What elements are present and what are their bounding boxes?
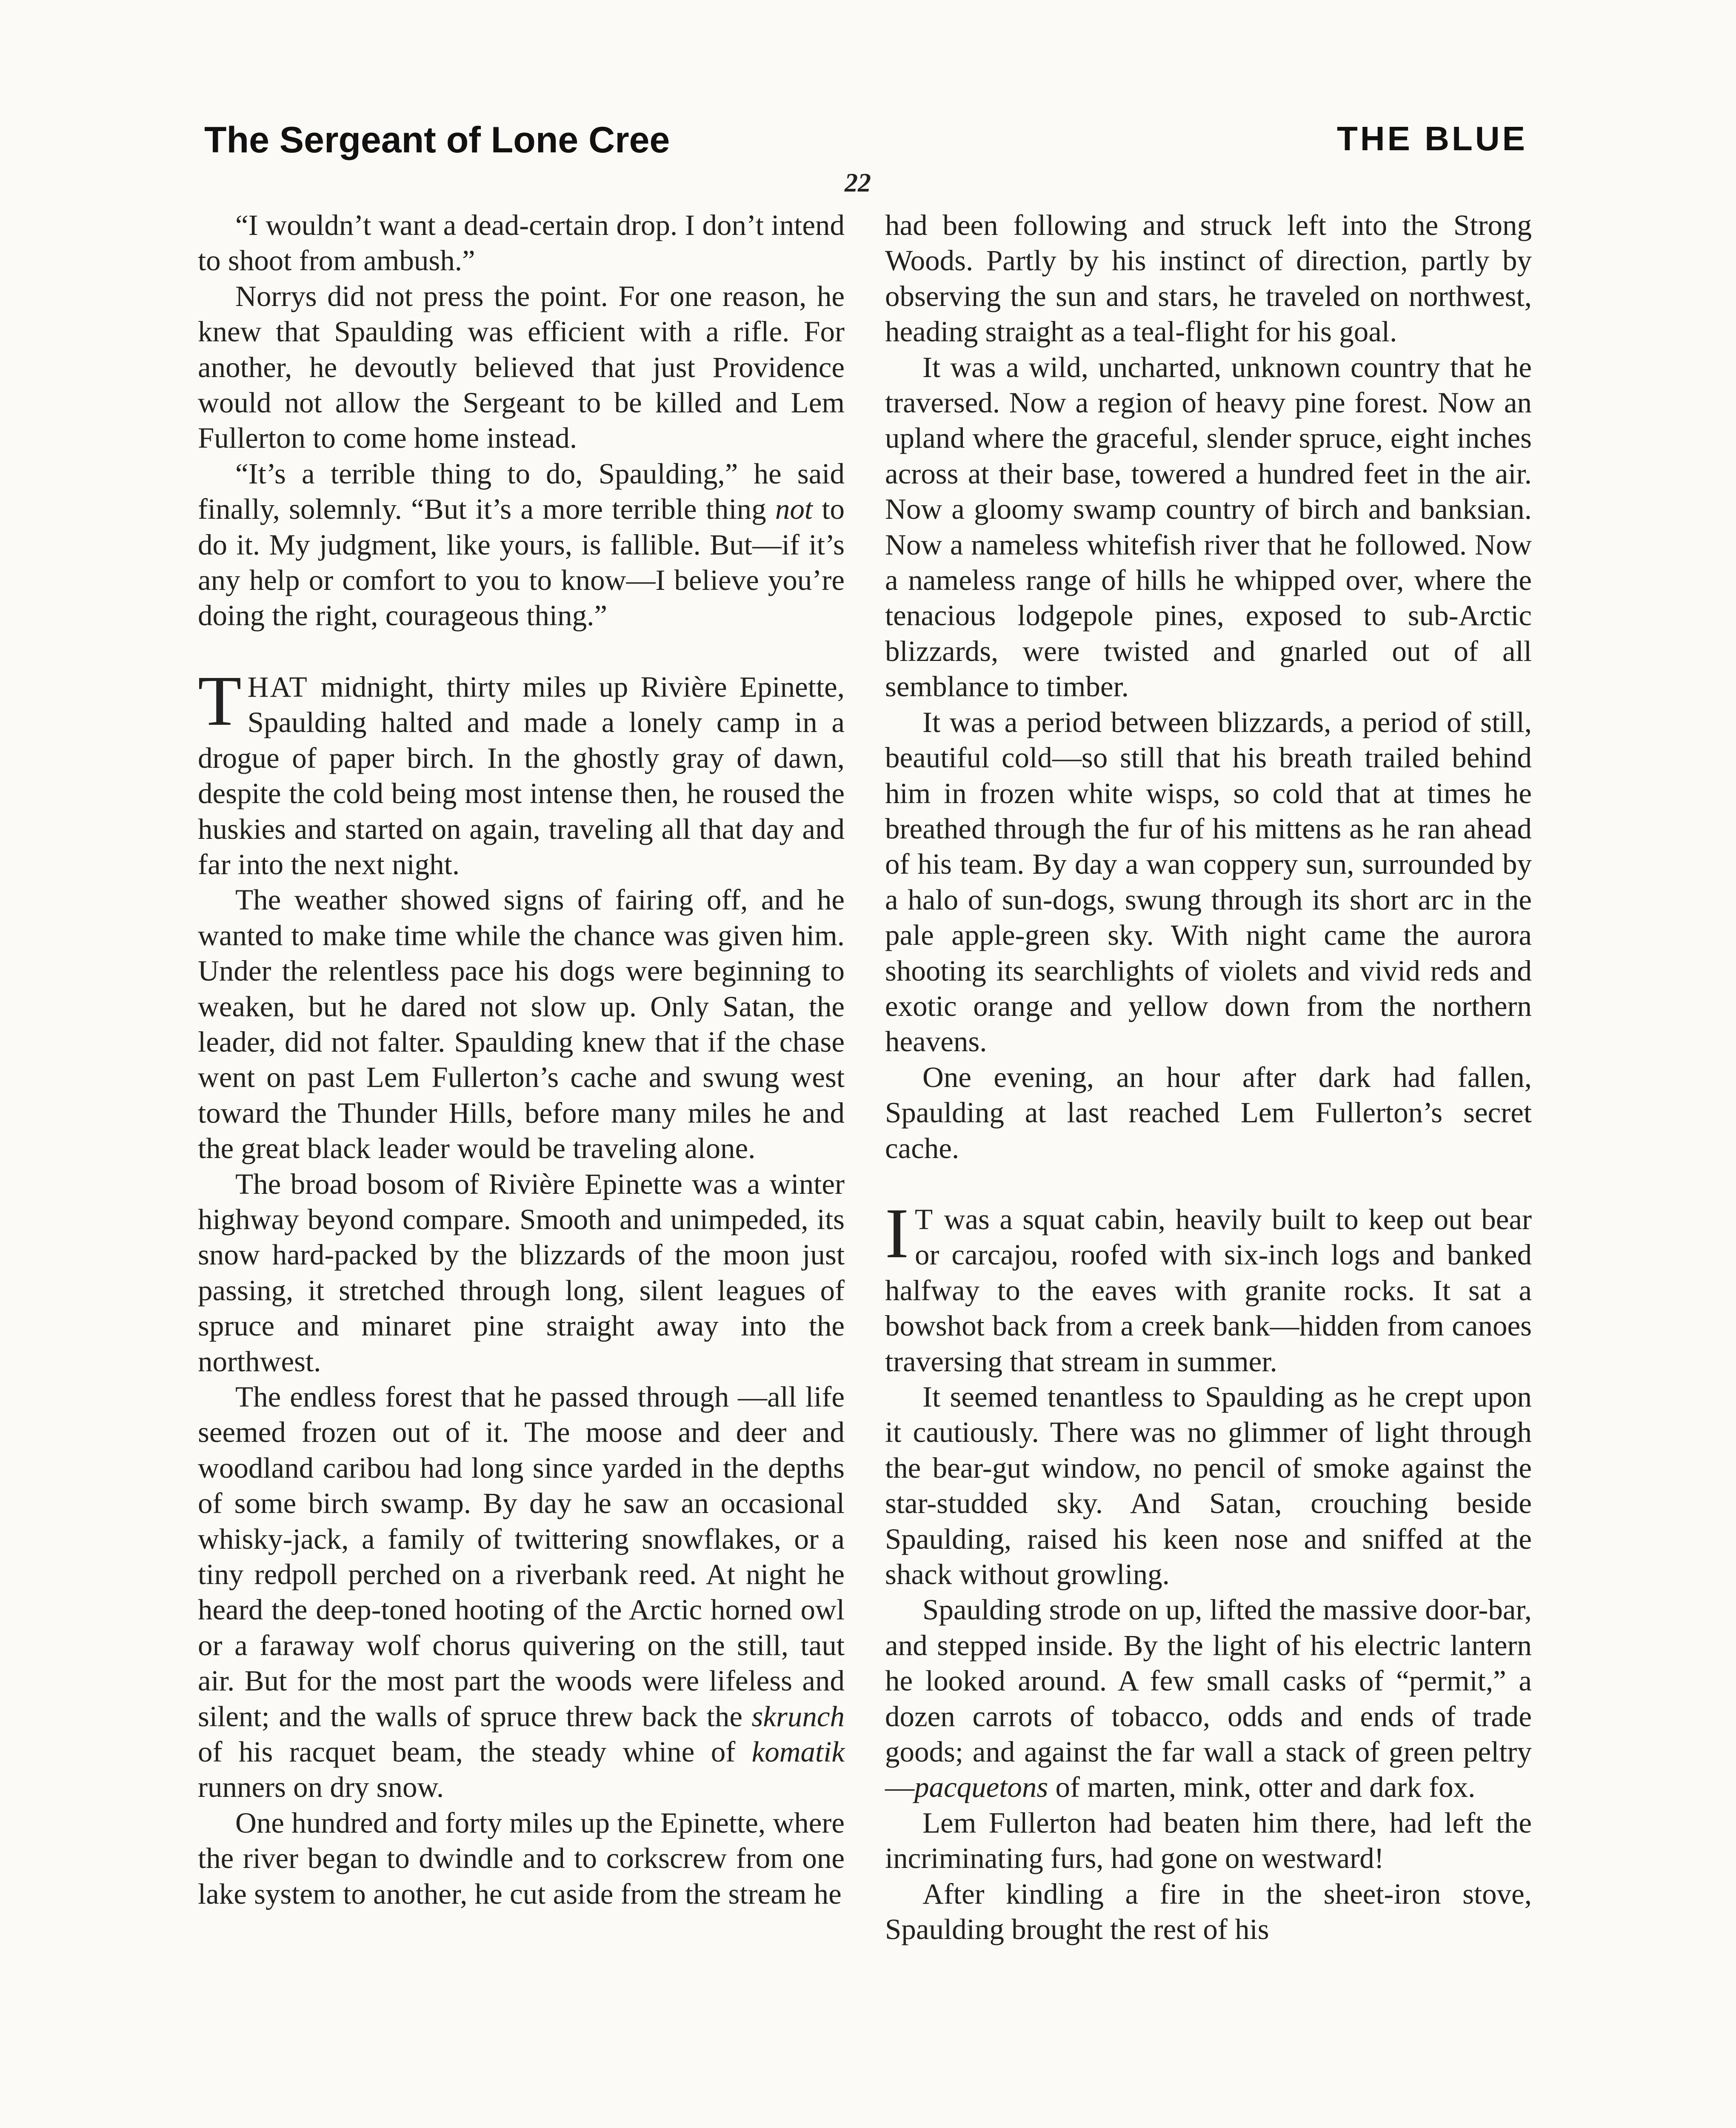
italic-text: skrunch [751,1700,845,1733]
text-run: The endless forest that he passed through —all life seemed frozen out of it. The moose and deer and woodland caribou had long since yarded in the depths of some birch swamp. By day he saw an occasional whisky-jack, a family of twittering snowflakes, or a tiny redpoll perched on a riverbank reed. At night he heard the deep-toned hooting of the Arctic horned owl or a faraway wolf chorus quivering on the still, taut air. But for the most part the woods were lifeless and silent; and the walls of spruce threw back the [198,1381,845,1733]
italic-text: not [775,493,813,526]
paragraph: One evening, an hour after dark had fallen, Spaulding at last reached Lem Fullerton’s secret cache. [885,1061,1532,1164]
text-run: Spaulding strode on up, lifted the massive door-bar, and stepped inside. By the light of his electric lantern he looked around. A few small casks of “permit,” a dozen carrots of tobacco, odds and ends of trade goods; and against the far wall a stack of green peltry— [885,1593,1532,1804]
paragraph: Lem Fullerton had beaten him there, had left the incriminating furs, had gone on westward! [885,1806,1532,1875]
small-caps-lead: HAT [247,670,308,703]
section-break [198,634,845,669]
paragraph: Norrys did not press the point. For one reason, he knew that Spaulding was efficient with a rifle. For another, he devoutly believed that just Providence would not allow the Sergeant to be killed and Lem Fullerton to come home instead. [198,280,845,455]
text-run: of marten, mink, otter and dark fox. [1048,1771,1476,1804]
page-number: 22 [845,169,871,197]
paragraph: The weather showed signs of fairing off, and he wanted to make time while the chance was given him. Under the relentless pace his dogs were beginning to weaken, but he dared not slow up. Only Satan, the leader, did not falter. Spaulding knew that if the chase went on past Lem Fullerton’s cache and swung west toward the Thunder Hills, before many miles he and the great black leader would be traveling alone. [198,884,845,1165]
paragraph [885,1592,1532,1805]
italic-text: pacquetons [914,1771,1048,1804]
paragraph: The broad bosom of Rivière Epinette was a winter highway beyond compare. Smooth and unimpeded, its snow hard-packed by the blizzards of the moon just passing, it stretched through long, silent leagues of spruce and minaret pine straight away into the northwest. [198,1167,845,1378]
section-break [885,1166,1532,1202]
text-run: midnight, thirty miles up Rivière Epinette, Spaulding halted and made a lonely camp in a drogue of paper birch. In the ghostly gray of dawn, despite the cold being most intense then, he roused the huskies and started on again, traveling all that day and far into the next night. [198,670,845,881]
paragraph: It seemed tenantless to Spaulding as he crept upon it cautiously. There was no glimmer of light through the bear-gut window, no pencil of smoke against the star-studded sky. And Satan, crouching beside Spaulding, raised his keen nose and sniffed at the shack without growling. [885,1381,1532,1591]
small-caps-lead: T [914,1203,934,1236]
drop-cap: T [198,661,242,741]
section-opening-paragraph [885,1193,1532,1379]
text-run: of his racquet beam, the steady whine of [198,1736,752,1768]
paragraph: It was a period between blizzards, a period of still, beautiful cold—so still that his breath trailed behind him in frozen white wisps, so cold that at times he breathed through the fur of his mittens as he ran ahead of his team. By day a wan coppery sun, surrounded by a halo of sun-dogs, swung through its short arc in the pale apple-green sky. With night came the aurora shooting its searchlights of violets and vivid reds and exotic orange and yellow down from the northern heavens. [885,706,1532,1058]
left-column [198,208,845,1912]
right-column [885,208,1532,1948]
story-title: The Sergeant of Lone Cree [204,120,670,160]
paragraph: One hundred and forty miles up the Epinette, where the river began to dwindle and to corkscrew from one lake system to another, he cut aside from the stream he [198,1806,845,1910]
text-run: runners on dry snow. [198,1771,444,1804]
text-run: was a squat cabin, heavily built to keep out bear or carcajou, roofed with six-inch logs and banked halfway to the eaves with granite rocks. It sat a bowshot back from a creek bank—hidden from canoes traversing that stream in summer. [885,1203,1532,1378]
paragraph: “I wouldn’t want a dead-certain drop. I don’t intend to shoot from ambush.” [198,209,845,277]
text-run: to do it. My judgment, like yours, is fallible. But—if it’s any help or comfort to you to know—I believe you’re doing the right, courageous thing.” [198,493,845,632]
italic-text: komatik [751,1736,845,1768]
magazine-title: THE BLUE [1337,120,1528,157]
paragraph: had been following and struck left into the Strong Woods. Partly by his instinct of direction, partly by observing the sun and stars, he traveled on northwest, heading straight as a teal-flight for his goal. [885,209,1532,348]
text-run: “It’s a terrible thing to do, Spaulding,” he said finally, solemnly. “But it’s a more terrible thing [198,457,845,526]
drop-cap: I [885,1193,909,1273]
paragraph [198,456,845,634]
paragraph: After kindling a fire in the sheet-iron stove, Spaulding brought the rest of his [885,1877,1532,1946]
paragraph [198,1379,845,1805]
page-header [204,119,1528,174]
section-opening-paragraph [198,661,845,882]
paragraph: It was a wild, uncharted, unknown country that he traversed. Now a region of heavy pine forest. Now an upland where the graceful, slender spruce, eight inches across at their base, towered a hundred feet in the air. Now a gloomy swamp country of birch and banksian. Now a nameless whitefish river that he followed. Now a nameless range of hills he whipped over, where the tenacious lodgepole pines, exposed to sub-Arctic blizzards, were twisted and gnarled out of all semblance to timber. [885,351,1532,703]
